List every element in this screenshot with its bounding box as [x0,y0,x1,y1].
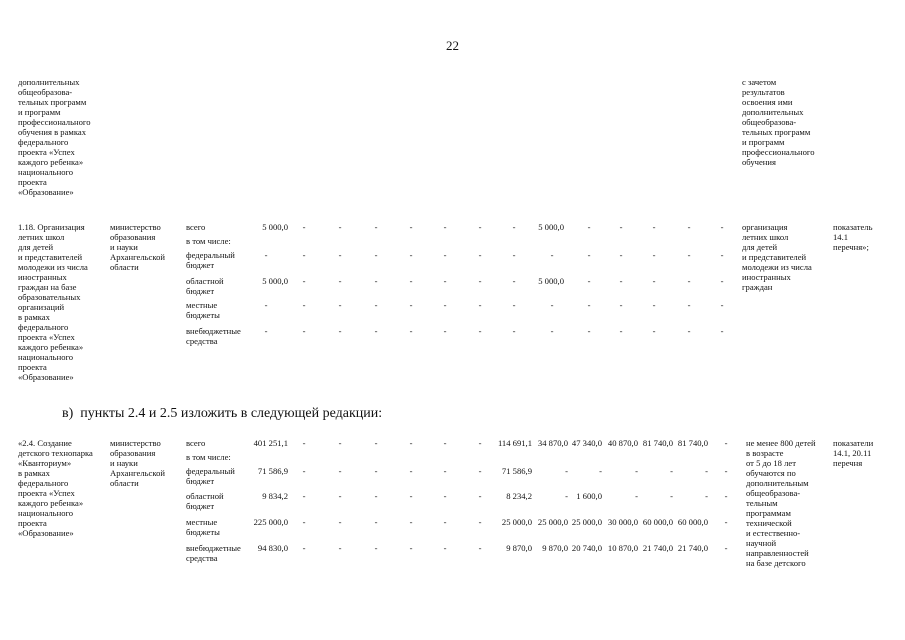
row-24-total-federal: 71 586,9 [257,466,288,476]
empty-cell-dash: - [302,222,306,232]
empty-cell-dash: - [443,326,447,336]
year-value-cell: 10 870,0 [607,543,638,553]
empty-cell-dash: - [512,300,516,310]
row-24-result: не менее 800 детей в возрасте от 5 до 18 лет обучаются по дополнительным общеобразова- тельным программам технической и естественно- научной направленностей на базе детского [746,438,816,568]
empty-cell-dash: - [302,466,306,476]
empty-cell-dash: - [374,276,378,286]
empty-cell-dash: - [338,438,342,448]
empty-cell-dash: - [443,491,447,501]
empty-cell-dash: - [550,326,554,336]
empty-cell-dash: - [512,276,516,286]
row-118-year-regional: 5 000,0 [538,276,564,286]
year-value-cell: 30 000,0 [607,517,638,527]
empty-cell-dash: - [512,250,516,260]
empty-cell-dash: - [302,326,306,336]
row-24-indicator: показатели 14.1, 20.11 перечня [833,438,874,468]
empty-cell-dash: - [302,517,306,527]
empty-cell-dash: - [687,222,691,232]
empty-cell-dash: - [705,491,708,501]
empty-cell-dash: - [409,438,413,448]
empty-cell-dash: - [338,250,342,260]
year-value-cell: 9 870,0 [506,543,532,553]
empty-cell-dash: - [720,222,724,232]
empty-cell-dash: - [374,466,378,476]
row-118-executor: министерство образования и науки Архангельской области [110,222,165,272]
row-24-source-including: в том числе: [186,452,231,462]
empty-cell-dash: - [720,250,724,260]
empty-cell-dash: - [687,300,691,310]
empty-cell-dash: - [338,543,342,553]
empty-cell-dash: - [478,276,482,286]
empty-cell-dash: - [687,326,691,336]
row-118-source-regional: областной бюджет [186,276,224,296]
empty-cell-dash: - [409,276,413,286]
empty-cell-dash: - [619,276,623,286]
empty-cell-dash: - [374,517,378,527]
empty-cell-dash: - [302,543,306,553]
empty-cell-dash: - [687,250,691,260]
empty-cell-dash: - [374,438,378,448]
year-value-cell: 8 234,2 [506,491,532,501]
empty-cell-dash: - [635,491,638,501]
empty-cell-dash: - [635,466,638,476]
empty-cell-dash: - [264,300,268,310]
empty-cell-dash: - [587,276,591,286]
empty-cell-dash: - [443,543,447,553]
empty-cell-dash: - [720,326,724,336]
empty-cell-dash: - [619,222,623,232]
empty-cell-dash: - [550,300,554,310]
row-118-total-all: 5 000,0 [262,222,288,232]
empty-cell-dash: - [670,466,673,476]
empty-cell-dash: - [443,466,447,476]
empty-cell-dash: - [478,466,482,476]
empty-cell-dash: - [720,276,724,286]
empty-cell-dash: - [338,300,342,310]
empty-cell-dash: - [565,466,568,476]
row-118-source-total: всего [186,222,206,232]
empty-cell-dash: - [302,250,306,260]
empty-cell-dash: - [264,250,268,260]
empty-cell-dash: - [338,466,342,476]
row-118-total-regional: 5 000,0 [262,276,288,286]
empty-cell-dash: - [512,222,516,232]
row-118-indicator: показатель 14.1 перечня»; [833,222,873,252]
empty-cell-dash: - [374,222,378,232]
empty-cell-dash: - [338,276,342,286]
empty-cell-dash: - [587,326,591,336]
empty-cell-dash: - [409,300,413,310]
empty-cell-dash: - [478,543,482,553]
empty-cell-dash: - [652,276,656,286]
year-value-cell: 71 586,9 [501,466,532,476]
year-value-cell: 25 000,0 [501,517,532,527]
row-24-source-extrabudget: внебюджетные средства [186,543,241,563]
empty-cell-dash: - [720,300,724,310]
row-24-total-local: 225 000,0 [253,517,288,527]
year-value-cell: 81 740,0 [642,438,673,448]
empty-cell-dash: - [478,326,482,336]
empty-cell-dash: - [443,250,447,260]
row-24-source-federal: федеральный бюджет [186,466,235,486]
empty-cell-dash: - [724,438,728,448]
empty-cell-dash: - [302,491,306,501]
empty-cell-dash: - [409,222,413,232]
row-24-total-all: 401 251,1 [253,438,288,448]
empty-cell-dash: - [302,276,306,286]
year-value-cell: 25 000,0 [571,517,602,527]
empty-cell-dash: - [478,438,482,448]
empty-cell-dash: - [652,250,656,260]
empty-cell-dash: - [550,250,554,260]
empty-cell-dash: - [565,491,568,501]
empty-cell-dash: - [619,326,623,336]
empty-cell-dash: - [619,300,623,310]
empty-cell-dash: - [374,250,378,260]
row-24-name: «2.4. Создание детского технопарка «Кванториум» в рамках федерального проекта «Успех каждого ребенка» национального проекта «Образование» [18,438,93,538]
year-value-cell: 114 691,1 [497,438,532,448]
section-heading: в) пункты 2.4 и 2.5 изложить в следующей редакции: [62,406,383,421]
empty-cell-dash: - [409,517,413,527]
page-number: 22 [446,38,459,53]
row-118-source-including: в том числе: [186,236,231,246]
empty-cell-dash: - [724,491,728,501]
row-24-source-regional: областной бюджет [186,491,224,511]
empty-cell-dash: - [409,326,413,336]
empty-cell-dash: - [338,326,342,336]
year-value-cell: 21 740,0 [677,543,708,553]
empty-cell-dash: - [512,326,516,336]
empty-cell-dash: - [443,300,447,310]
row-118-year-all: 5 000,0 [538,222,564,232]
row-118-name: 1.18. Организация летних школ для детей и представителей молодежи из числа иностранных граждан на базе образовательных организаций в рамках федерального проекта «Успех каждого ребенка» национального проекта «Образование» [18,222,88,382]
empty-cell-dash: - [374,326,378,336]
empty-cell-dash: - [443,276,447,286]
empty-cell-dash: - [409,250,413,260]
continuation-left-text: дополнительных общеобразова- тельных программ и программ профессионального обучения в рамках федерального проекта «Успех каждого ребенка» национального проекта «Образование» [18,77,91,197]
empty-cell-dash: - [443,222,447,232]
continuation-right-text: с зачетом результатов освоения ими дополнительных общеобразова- тельных программ и программ профессионального обучения [742,77,815,167]
year-value-cell: 9 870,0 [542,543,568,553]
row-118-source-federal: федеральный бюджет [186,250,235,270]
empty-cell-dash: - [409,466,413,476]
empty-cell-dash: - [705,466,708,476]
empty-cell-dash: - [409,491,413,501]
empty-cell-dash: - [724,543,728,553]
empty-cell-dash: - [374,543,378,553]
empty-cell-dash: - [478,250,482,260]
year-value-cell: 25 000,0 [537,517,568,527]
empty-cell-dash: - [443,517,447,527]
row-24-executor: министерство образования и науки Архангельской области [110,438,165,488]
year-value-cell: 60 000,0 [677,517,708,527]
empty-cell-dash: - [338,491,342,501]
empty-cell-dash: - [670,491,673,501]
empty-cell-dash: - [264,326,268,336]
year-value-cell: 21 740,0 [642,543,673,553]
empty-cell-dash: - [652,222,656,232]
empty-cell-dash: - [687,276,691,286]
empty-cell-dash: - [599,466,602,476]
empty-cell-dash: - [338,222,342,232]
empty-cell-dash: - [619,250,623,260]
empty-cell-dash: - [724,517,728,527]
empty-cell-dash: - [478,300,482,310]
year-value-cell: 40 870,0 [607,438,638,448]
year-value-cell: 60 000,0 [642,517,673,527]
empty-cell-dash: - [478,491,482,501]
year-value-cell: 20 740,0 [571,543,602,553]
row-24-total-regional: 9 834,2 [262,491,288,501]
year-value-cell: 34 870,0 [537,438,568,448]
empty-cell-dash: - [374,491,378,501]
row-24-source-total: всего [186,438,206,448]
empty-cell-dash: - [374,300,378,310]
row-24-total-extrabudget: 94 830,0 [257,543,288,553]
empty-cell-dash: - [587,250,591,260]
empty-cell-dash: - [587,300,591,310]
year-value-cell: 81 740,0 [677,438,708,448]
empty-cell-dash: - [302,438,306,448]
empty-cell-dash: - [338,517,342,527]
empty-cell-dash: - [478,517,482,527]
empty-cell-dash: - [409,543,413,553]
empty-cell-dash: - [443,438,447,448]
empty-cell-dash: - [302,300,306,310]
row-24-source-local: местные бюджеты [186,517,220,537]
empty-cell-dash: - [587,222,591,232]
row-118-source-extrabudget: внебюджетные средства [186,326,241,346]
row-118-source-local: местные бюджеты [186,300,220,320]
row-118-result: организация летних школ для детей и представителей молодежи из числа иностранных граждан [742,222,812,292]
year-value-cell: 1 600,0 [576,491,602,501]
year-value-cell: 47 340,0 [571,438,602,448]
empty-cell-dash: - [652,300,656,310]
empty-cell-dash: - [478,222,482,232]
empty-cell-dash: - [652,326,656,336]
empty-cell-dash: - [724,466,728,476]
